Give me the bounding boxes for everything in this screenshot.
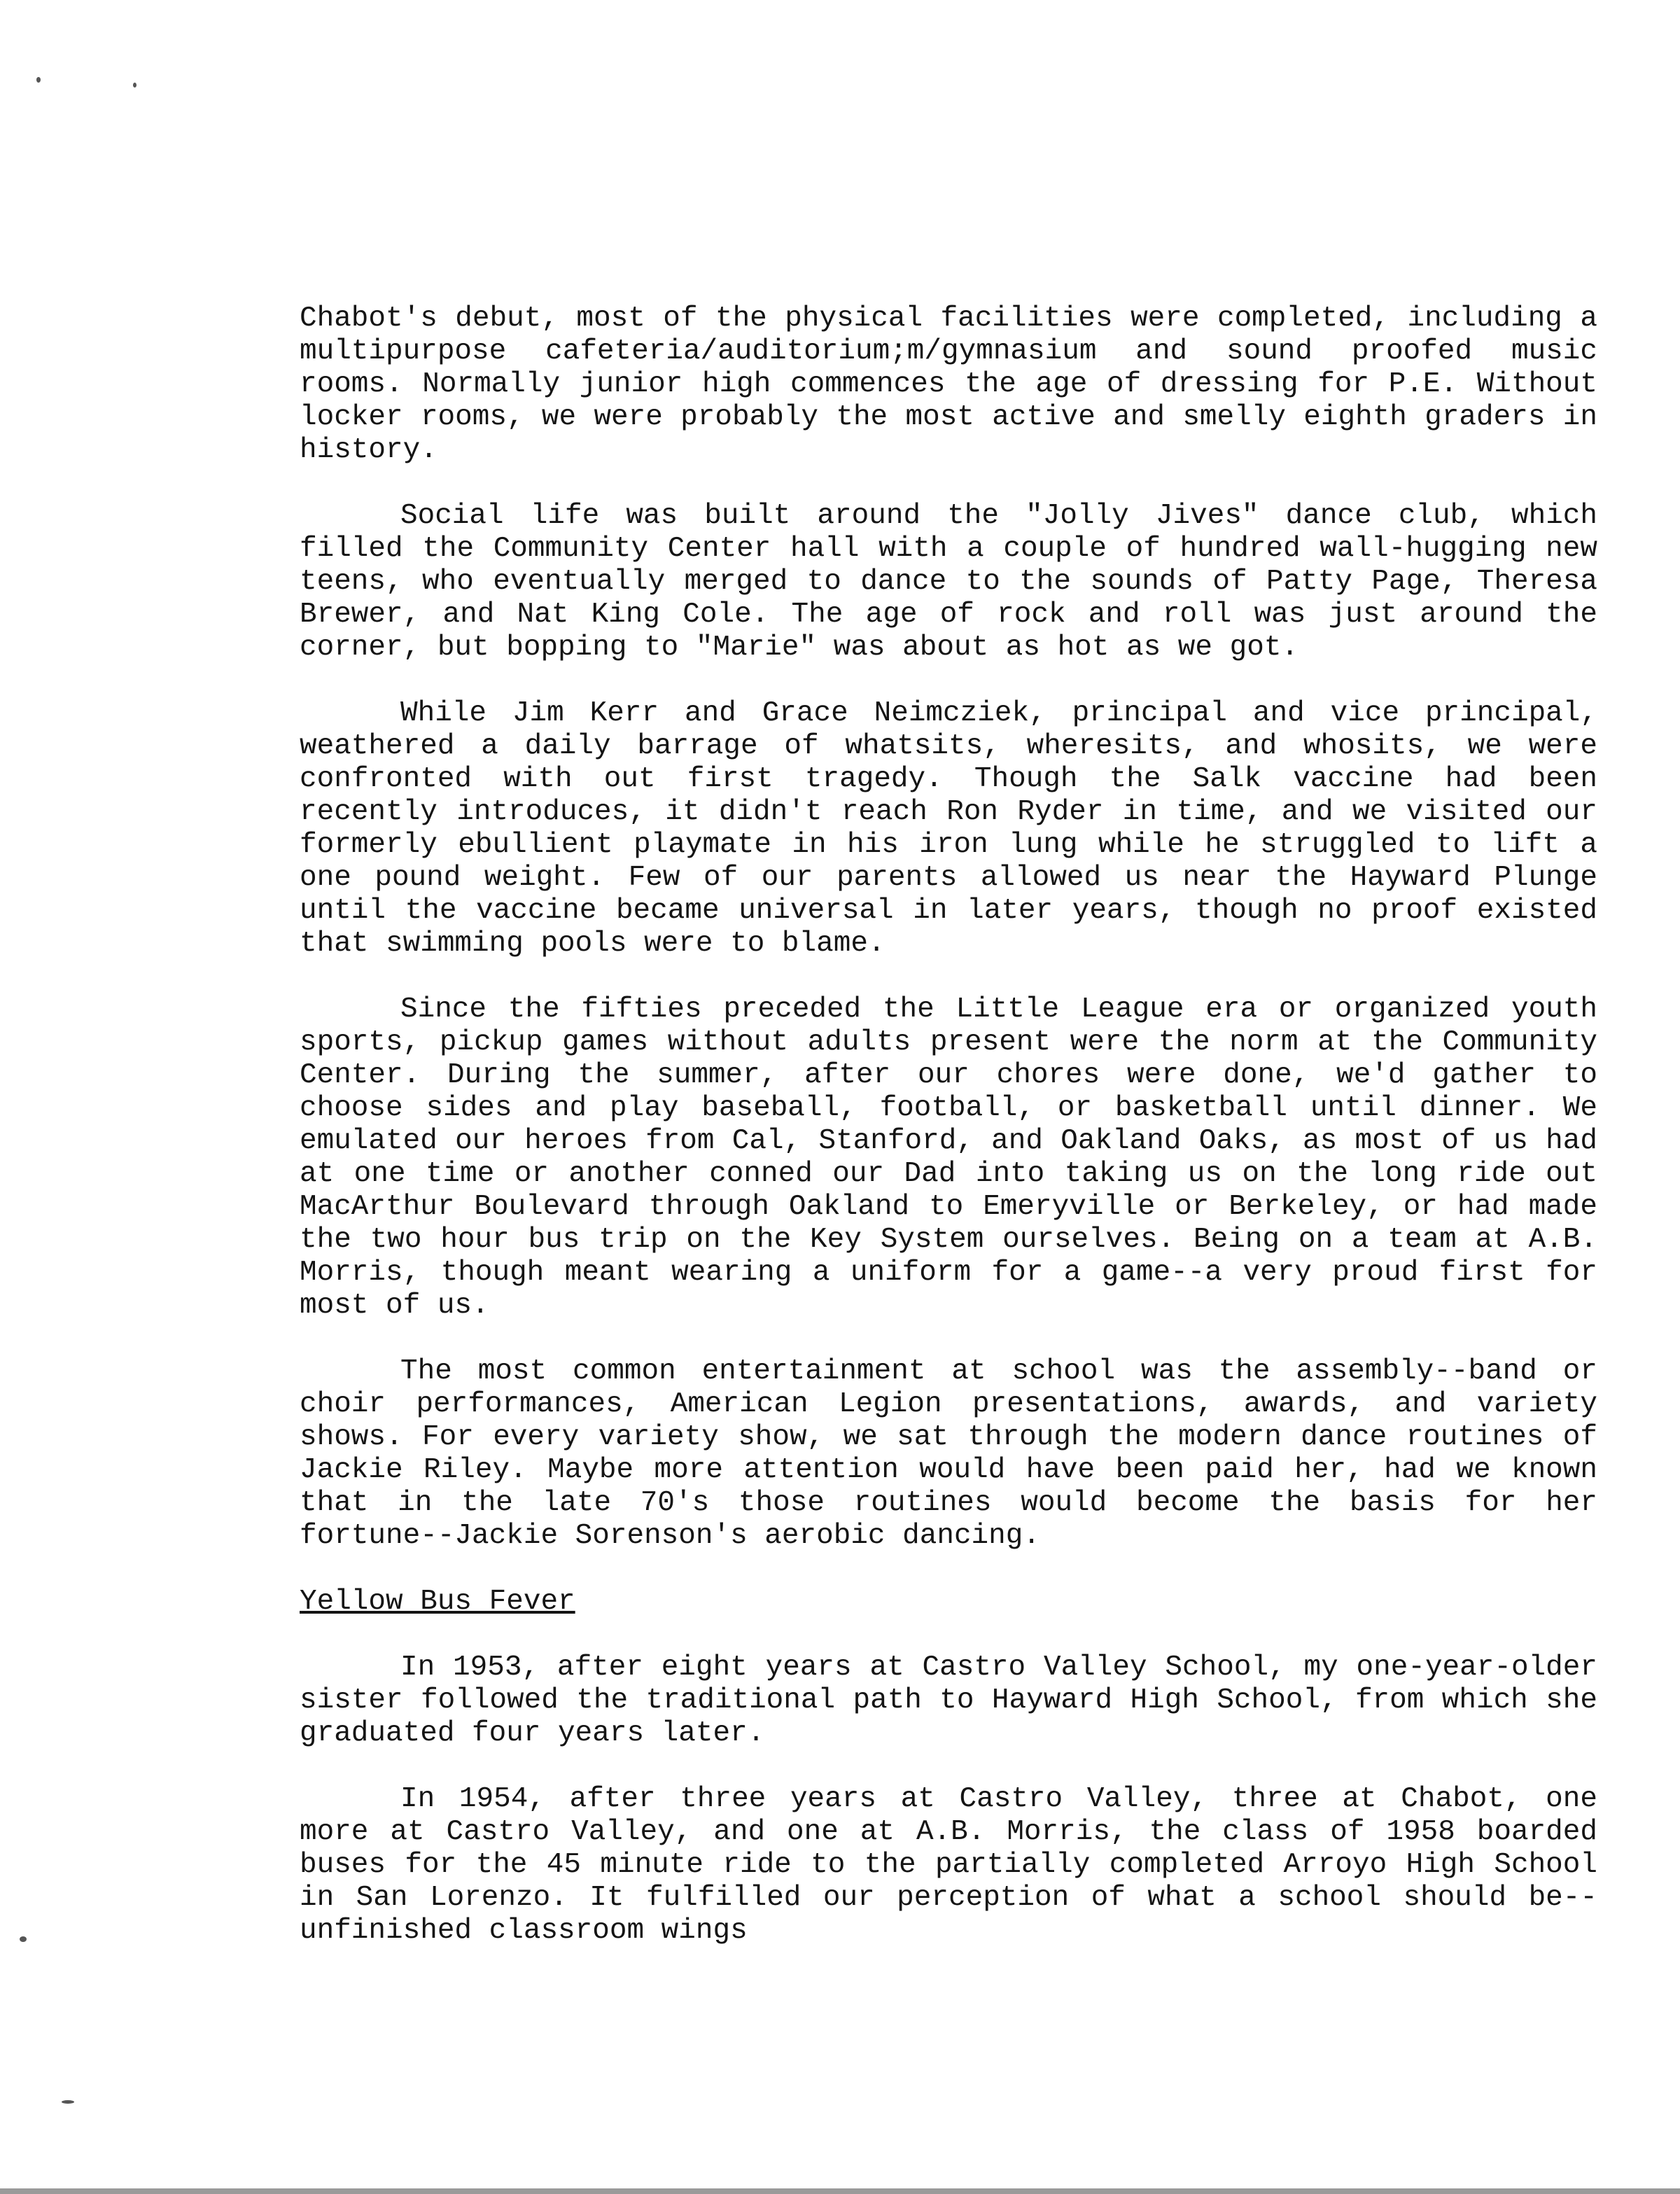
document-body: [300, 302, 1597, 1980]
section-paragraph-1: In 1953, after eight years at Castro Valley School, my one-year-older sister followed the traditional path to Hayward High School, from which she graduated four years later.: [300, 1651, 1597, 1749]
paragraph-1: Chabot's debut, most of the physical facilities were completed, including a multipurpose cafeteria/auditorium;m/gymnasium and sound proofed music rooms. Normally junior high commences the age of dressing for P.E. Without locker rooms, we were probably the most active and smelly eighth graders in history.: [300, 302, 1597, 466]
scan-speck: [62, 2100, 74, 2104]
paragraph-2: Social life was built around the "Jolly Jives" dance club, which filled the Community Center hall with a couple of hundred wall-hugging new teens, who eventually merged to dance to the sounds of Patty Page, Theresa Brewer, and Nat King Cole. The age of rock and roll was just around the corner, but bopping to "Marie" was about as hot as we got.: [300, 500, 1597, 664]
section-heading: Yellow Bus Fever: [300, 1586, 575, 1618]
scan-speck: [133, 83, 136, 88]
paragraph-4: Since the fifties preceded the Little League era or organized youth sports, pickup games without adults present were the norm at the Community Center. During the summer, after our chores were done, we'd gather to choose sides and play baseball, football, or basketball until dinner. We emulated our heroes from Cal, Stanford, and Oakland Oaks, as most of us had at one time or another conned our Dad into taking us on the long ride out MacArthur Boulevard through Oakland to Emeryville or Berkeley, or had made the two hour bus trip on the Key System ourselves. Being on a team at A.B. Morris, though meant wearing a uniform for a game--a very proud first for most of us.: [300, 993, 1597, 1322]
scan-speck: [20, 1936, 27, 1942]
section-paragraph-2: In 1954, after three years at Castro Valley, three at Chabot, one more at Castro Valley, and one at A.B. Morris, the class of 1958 boarded buses for the 45 minute ride to the partially completed Arroyo High School in San Lorenzo. It fulfilled our perception of what a school should be--unfinished classroom wings: [300, 1783, 1597, 1947]
paragraph-3: While Jim Kerr and Grace Neimcziek, principal and vice principal, weathered a daily barrage of whatsits, wheresits, and whosits, we were confronted with out first tragedy. Though the Salk vaccine had been recently introduces, it didn't reach Ron Ryder in time, and we visited our formerly ebullient playmate in his iron lung while he struggled to lift a one pound weight. Few of our parents allowed us near the Hayward Plunge until the vaccine became universal in later years, though no proof existed that swimming pools were to blame.: [300, 697, 1597, 960]
paragraph-5: The most common entertainment at school was the assembly--band or choir performances, American Legion presentations, awards, and variety shows. For every variety show, we sat through the modern dance routines of Jackie Riley. Maybe more attention would have been paid her, had we known that in the late 70's those routines would become the basis for her fortune--Jackie Sorenson's aerobic dancing.: [300, 1355, 1597, 1552]
scan-speck: [36, 77, 41, 83]
page-bottom-edge: [0, 2188, 1680, 2194]
